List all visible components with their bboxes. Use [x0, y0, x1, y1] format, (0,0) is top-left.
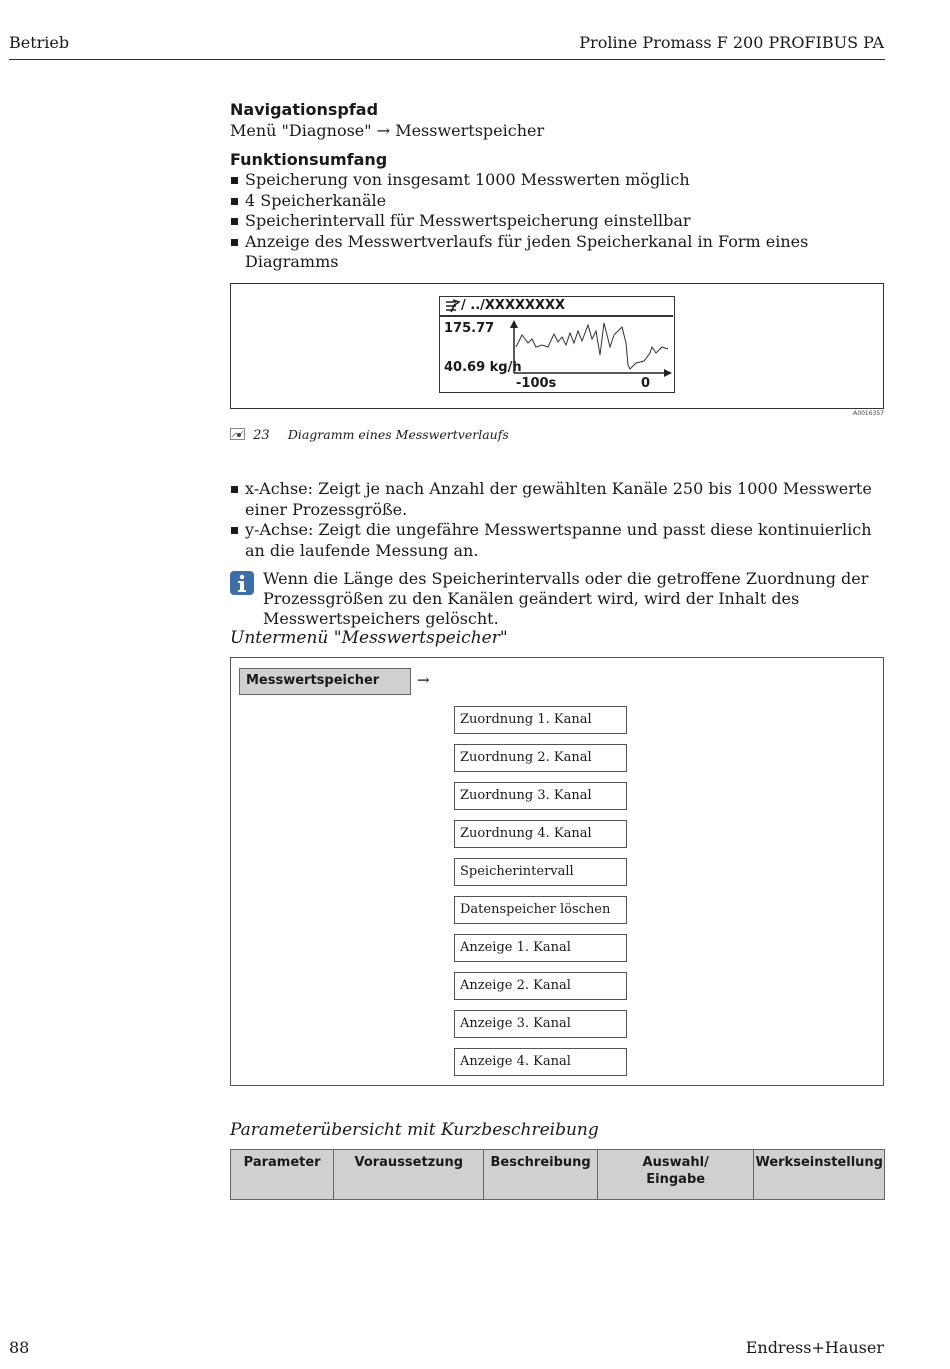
navigation-path-prefix: Menü "Diagnose" — [230, 121, 372, 140]
header-product: Proline Promass F 200 PROFIBUS PA — [579, 33, 884, 52]
menu-item: Zuordnung 2. Kanal — [454, 744, 627, 772]
list-item: Speicherintervall für Messwertspeicherung einstellbar — [230, 211, 890, 232]
figure-caption — [230, 427, 509, 443]
header-section: Betrieb — [9, 33, 70, 52]
trend-line — [516, 323, 668, 369]
header-divider — [9, 59, 885, 60]
navigation-path — [230, 121, 544, 141]
x-start-label: -100s — [516, 376, 557, 391]
column-header: Beschreibung — [484, 1150, 598, 1200]
functions-heading: Funktionsumfang — [230, 150, 388, 169]
menu-item: Zuordnung 4. Kanal — [454, 820, 627, 848]
footer-brand: Endress+Hauser — [745, 1338, 884, 1357]
parameter-overview-title: Parameterübersicht mit Kurzbeschreibung — [230, 1120, 599, 1140]
list-item: Anzeige des Messwertverlaufs für jeden Speicherkanal in Form eines Diagramms — [230, 232, 890, 273]
menu-arrow: → — [417, 671, 430, 689]
display-min-value: 40.69 kg/h — [444, 360, 522, 375]
menu-item: Anzeige 1. Kanal — [454, 934, 627, 962]
info-icon — [230, 571, 254, 595]
display-max-value: 175.77 — [444, 321, 495, 336]
submenu-title: Untermenü "Messwertspeicher" — [230, 628, 508, 648]
trend-chart — [440, 297, 676, 394]
navigation-heading: Navigationspfad — [230, 100, 379, 119]
menu-item: Anzeige 3. Kanal — [454, 1010, 627, 1038]
figure-id: A0016357 — [853, 410, 884, 417]
column-header: Auswahl/ Eingabe — [597, 1150, 754, 1200]
menu-root-item: Messwertspeicher — [239, 668, 411, 695]
page-number: 88 — [9, 1338, 30, 1357]
menu-item: Datenspeicher löschen — [454, 896, 627, 924]
column-header: Parameter — [231, 1150, 334, 1200]
figure-caption-number: 23 — [253, 428, 270, 443]
x-end-label: 0 — [641, 376, 651, 391]
figure-caption-text: Diagramm eines Messwertverlaufs — [287, 427, 509, 442]
list-item: x-Achse: Zeigt je nach Anzahl der gewählten Kanäle 250 bis 1000 Messwerte einer Prozessgröße. — [230, 479, 880, 520]
menu-item: Anzeige 2. Kanal — [454, 972, 627, 1000]
menu-item: Zuordnung 3. Kanal — [454, 782, 627, 810]
navigation-path-target: Messwertspeicher — [395, 121, 545, 140]
figure-icon — [230, 428, 245, 440]
axis-notes-list — [230, 479, 880, 561]
list-item: y-Achse: Zeigt die ungefähre Messwertspanne und passt diese kontinuierlich an die laufende Messung an. — [230, 520, 880, 561]
menu-item: Zuordnung 1. Kanal — [454, 706, 627, 734]
list-item: Speicherung von insgesamt 1000 Messwerten möglich — [230, 170, 890, 191]
info-note-text: Wenn die Länge des Speicherintervalls oder die getroffene Zuordnung der Prozessgrößen zu den Kanälen geändert wird, wird der Inhalt des Messwertspeichers gelöscht. — [263, 569, 869, 628]
navigation-arrow: → — [376, 121, 391, 140]
table-header-row — [231, 1150, 885, 1200]
display-title: / ../XXXXXXXX — [461, 298, 566, 313]
column-header: Werkseinstellung — [754, 1150, 885, 1200]
menu-item: Anzeige 4. Kanal — [454, 1048, 627, 1076]
menu-item: Speicherintervall — [454, 858, 627, 886]
display-screen — [439, 296, 675, 393]
column-header: Voraussetzung — [334, 1150, 484, 1200]
list-item: 4 Speicherkanäle — [230, 191, 890, 212]
functions-list — [230, 170, 890, 273]
parameter-table — [230, 1149, 885, 1200]
